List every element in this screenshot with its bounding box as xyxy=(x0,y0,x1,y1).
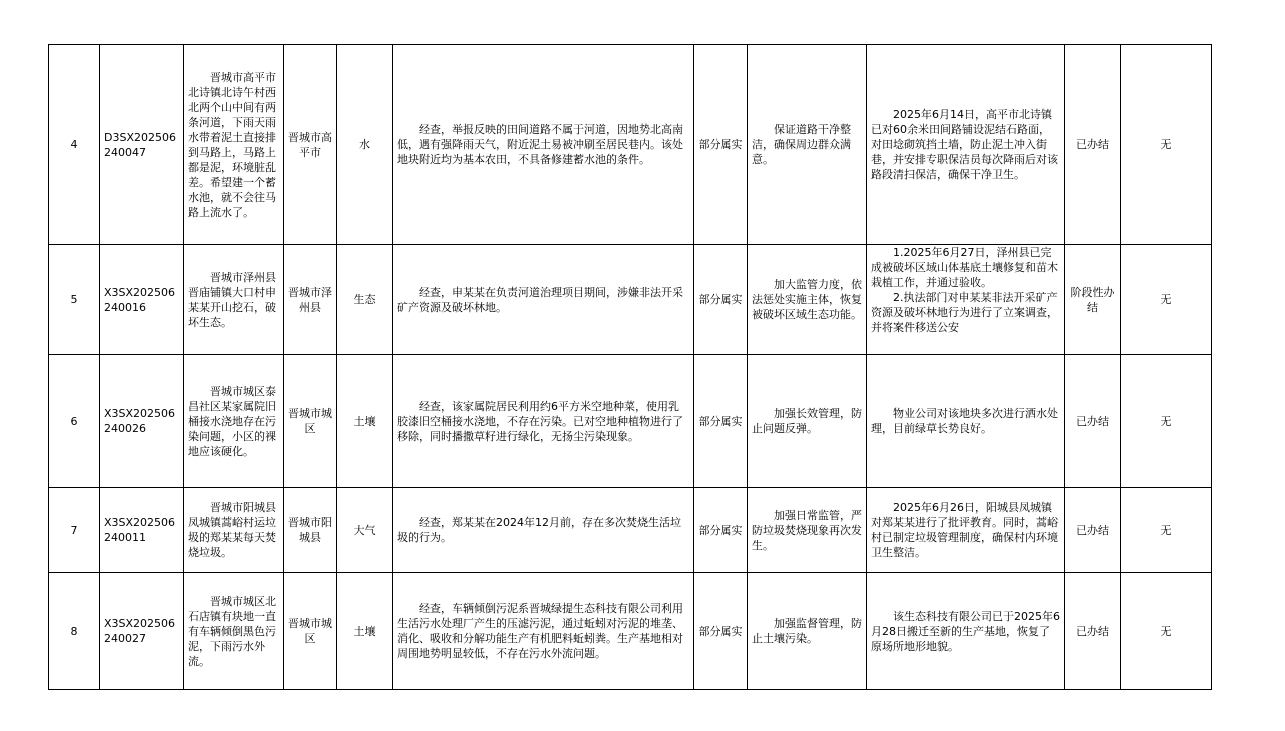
investigation-finding: 经查，郑某某在2024年12月前，存在多次焚烧生活垃圾的行为。 xyxy=(393,488,694,573)
petition-table xyxy=(48,44,1212,690)
investigation-finding: 经查，车辆倾倒污泥系晋城绿提生态科技有限公司利用生活污水处理厂产生的压滤污泥，通过蚯蚓对污泥的堆垄、消化、吸收和分解功能生产有机肥料蚯蚓粪。生产基地相对周围地势明显较低，不存在污水外流问题。 xyxy=(393,573,694,690)
table-row xyxy=(49,488,1212,573)
case-id: D3SX202506240047 xyxy=(100,45,184,245)
status: 已办结 xyxy=(1065,488,1121,573)
investigation-finding: 经查，申某某在负责河道治理项目期间，涉嫌非法开采矿产资源及破坏林地。 xyxy=(393,245,694,355)
row-number: 7 xyxy=(49,488,100,573)
verdict: 部分属实 xyxy=(694,573,748,690)
handling-measure: 保证道路干净整洁，确保周边群众满意。 xyxy=(748,45,867,245)
remark: 无 xyxy=(1121,488,1212,573)
table-row xyxy=(49,355,1212,488)
table-row xyxy=(49,45,1212,245)
pollution-category: 土壤 xyxy=(337,573,393,690)
case-id: X3SX202506240027 xyxy=(100,573,184,690)
table-row xyxy=(49,245,1212,355)
remark: 无 xyxy=(1121,45,1212,245)
status: 阶段性办结 xyxy=(1065,245,1121,355)
region: 晋城市阳城县 xyxy=(284,488,337,573)
handling-result-item-2: 2.执法部门对申某某非法开采矿产资源及破坏林地行为进行了立案调查，并将案件移送公安 xyxy=(871,291,1058,334)
complaint-content: 晋城市城区泰昌社区某家属院旧桶接水浇地存在污染问题，小区的裸地应该硬化。 xyxy=(184,355,284,488)
table-row xyxy=(49,573,1212,690)
row-number: 4 xyxy=(49,45,100,245)
pollution-category: 大气 xyxy=(337,488,393,573)
complaint-content: 晋城市高平市北诗镇北诗午村西北两个山中间有两条河道，下雨天雨水带着泥土直接排到马路上，马路上都是泥，环境脏乱差。希望建一个蓄水池，就不会往马路上流水了。 xyxy=(184,45,284,245)
handling-result: 物业公司对该地块多次进行洒水处理，目前绿草长势良好。 xyxy=(867,355,1065,488)
verdict: 部分属实 xyxy=(694,45,748,245)
region: 晋城市高平市 xyxy=(284,45,337,245)
region: 晋城市城区 xyxy=(284,573,337,690)
investigation-finding: 经查，该家属院居民利用约6平方米空地种菜，使用乳胶漆旧空桶接水浇地，不存在污染。已对空地种植物进行了移除，同时播撒草籽进行绿化，无扬尘污染现象。 xyxy=(393,355,694,488)
verdict: 部分属实 xyxy=(694,488,748,573)
status: 已办结 xyxy=(1065,573,1121,690)
handling-measure: 加强监督管理，防止土壤污染。 xyxy=(748,573,867,690)
handling-measure: 加大监管力度，依法惩处实施主体，恢复被破坏区域生态功能。 xyxy=(748,245,867,355)
handling-measure: 加强日常监管，严防垃圾焚烧现象再次发生。 xyxy=(748,488,867,573)
case-id: X3SX202506240026 xyxy=(100,355,184,488)
status: 已办结 xyxy=(1065,355,1121,488)
row-number: 6 xyxy=(49,355,100,488)
handling-result: 2025年6月26日，阳城县凤城镇对郑某某进行了批评教育。同时，蒿峪村已制定垃圾管理制度，确保村内环境卫生整洁。 xyxy=(867,488,1065,573)
complaint-content: 晋城市泽州县晋庙铺镇大口村申某某开山挖石，破坏生态。 xyxy=(184,245,284,355)
complaint-content: 晋城市城区北石店镇有块地一直有车辆倾倒黑色污泥，下雨污水外流。 xyxy=(184,573,284,690)
handling-measure: 加强长效管理，防止问题反弹。 xyxy=(748,355,867,488)
region: 晋城市城区 xyxy=(284,355,337,488)
verdict: 部分属实 xyxy=(694,245,748,355)
handling-result xyxy=(867,245,1065,355)
verdict: 部分属实 xyxy=(694,355,748,488)
case-id: X3SX202506240016 xyxy=(100,245,184,355)
remark: 无 xyxy=(1121,573,1212,690)
handling-result-text xyxy=(871,245,1060,335)
handling-result-item-1: 1.2025年6月27日，泽州县已完成被破坏区域山体基底土壤修复和苗木栽植工作，并通过验收。 xyxy=(871,246,1058,289)
row-number: 8 xyxy=(49,573,100,690)
investigation-finding: 经查，举报反映的田间道路不属于河道，因地势北高南低，遇有强降雨天气，附近泥土易被冲刷至居民巷内。该处地块附近均为基本农田，不具备修建蓄水池的条件。 xyxy=(393,45,694,245)
complaint-content: 晋城市阳城县凤城镇蒿峪村运垃圾的郑某某每天焚烧垃圾。 xyxy=(184,488,284,573)
remark: 无 xyxy=(1121,245,1212,355)
handling-result: 该生态科技有限公司已于2025年6月28日搬迁至新的生产基地，恢复了原场所地形地貌。 xyxy=(867,573,1065,690)
pollution-category: 生态 xyxy=(337,245,393,355)
pollution-category: 水 xyxy=(337,45,393,245)
region: 晋城市泽州县 xyxy=(284,245,337,355)
row-number: 5 xyxy=(49,245,100,355)
remark: 无 xyxy=(1121,355,1212,488)
case-id: X3SX202506240011 xyxy=(100,488,184,573)
status: 已办结 xyxy=(1065,45,1121,245)
pollution-category: 土壤 xyxy=(337,355,393,488)
handling-result: 2025年6月14日，高平市北诗镇已对60余米田间路铺设泥结石路面，对田埝砌筑挡土墙，防止泥土冲入街巷，并安排专职保洁员每次降雨后对该路段清扫保洁，确保干净卫生。 xyxy=(867,45,1065,245)
